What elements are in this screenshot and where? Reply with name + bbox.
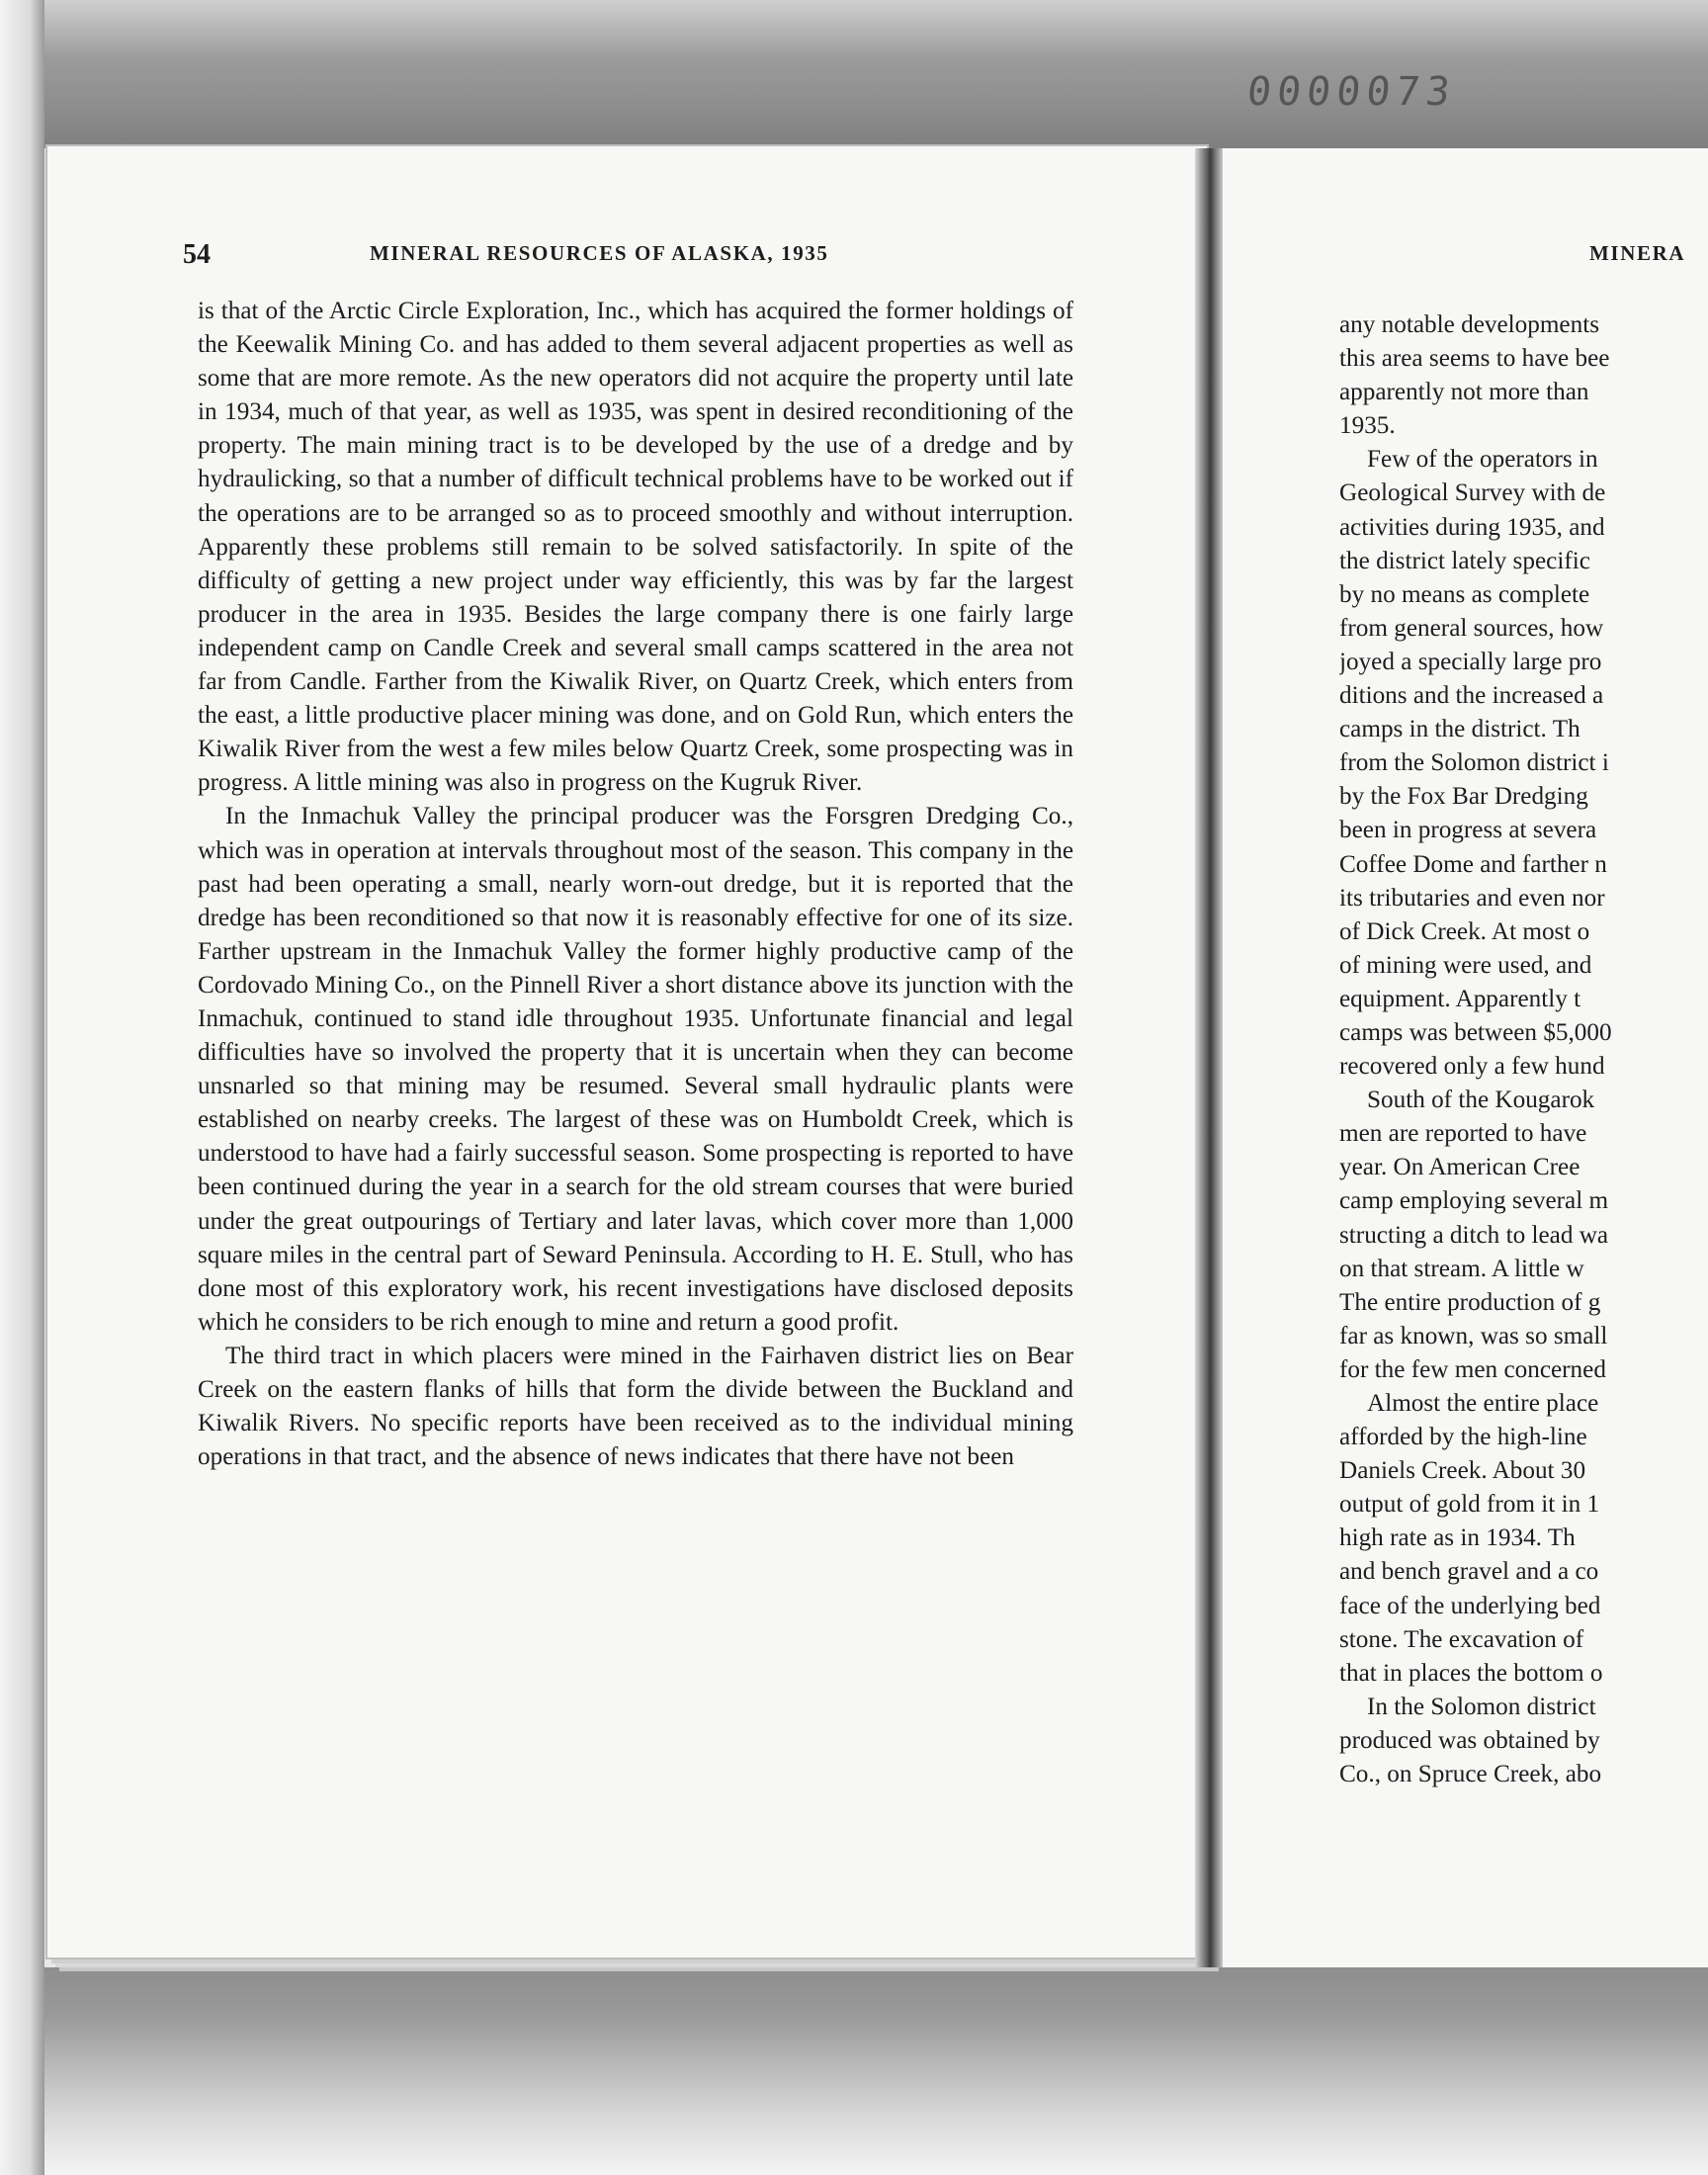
text-line: on that stream. A little w <box>1339 1255 1584 1282</box>
left-page-body <box>198 295 1073 1474</box>
book-gutter <box>1195 148 1223 1967</box>
text-line: from the Solomon district i <box>1339 749 1609 777</box>
text-line: activities during 1935, and <box>1339 513 1605 541</box>
text-line: ditions and the increased a <box>1339 682 1604 710</box>
text-line: any notable developments <box>1339 311 1599 338</box>
text-line: In the Solomon district <box>1367 1693 1596 1720</box>
right-page-body <box>1339 308 1708 1791</box>
text-line: output of gold from it in 1 <box>1339 1491 1600 1519</box>
text-line: the district lately specific <box>1339 547 1590 574</box>
text-line: Co., on Spruce Creek, abo <box>1339 1761 1602 1788</box>
text-line: been in progress at severa <box>1339 817 1597 844</box>
text-line: 1935. <box>1339 412 1396 440</box>
text-line: its tributaries and even nor <box>1339 884 1605 912</box>
text-line: apparently not more than <box>1339 379 1589 406</box>
text-line: year. On American Cree <box>1339 1154 1580 1181</box>
text-line: South of the Kougarok <box>1367 1087 1595 1114</box>
running-head-left: MINERAL RESOURCES OF ALASKA, 1935 <box>370 241 829 265</box>
text-line: afforded by the high-line <box>1339 1424 1587 1451</box>
text-line: of mining were used, and <box>1339 951 1592 979</box>
text-line: far as known, was so small <box>1339 1322 1608 1349</box>
text-line: The entire production of g <box>1339 1288 1601 1316</box>
paragraph: The third tract in which placers were mined in the Fairhaven district lies on Bear Creek on the eastern flanks of hills that form the divide between the Buckland and Kiwalik Rivers. No specific reports have been received as to the individual mining operations in that tract, and the absence of news indicates that there have not been <box>198 1342 1073 1471</box>
paragraph: In the Inmachuk Valley the principal producer was the Forsgren Dredging Co., which was in operation at intervals throughout most of the season. This company in the past had been operating a small, nearly worn-out dredge, but it is reported that the dredge has been reconditioned so that now it is reasonably effective for one of its size. Farther upstream in the Inmachuk Valley the former highly productive camp of the Cordovado Mining Co., on the Pinnell River a short distance above its junction with the Inmachuk, continued to stand idle throughout 1935. Unfortunate financial and legal difficulties have so involved the property that it is uncertain when they can become unsnarled so that mining may be resumed. Several small hydraulic plants were established on nearby creeks. The largest of these was on Humboldt Creek, which is understood to have had a fairly successful season. Some prospecting is reported to have been continued during the year in a search for the old stream courses that were buried under the great outpourings of Tertiary and later lavas, which cover more than 1,000 square miles in the central part of Seward Peninsula. According to H. E. Stull, who has done most of this exploratory work, his recent investigations have disclosed deposits which he considers to be rich enough to mine and return a good profit. <box>198 803 1073 1336</box>
text-line: camps was between $5,000 <box>1339 1018 1612 1046</box>
text-line: of Dick Creek. At most o <box>1339 917 1590 945</box>
text-line: Daniels Creek. About 30 <box>1339 1457 1586 1485</box>
running-head-right: MINERA <box>1589 241 1686 265</box>
paragraph: is that of the Arctic Circle Exploration, Inc., which has acquired the former holdings of the Keewalik Mining Co. and has added to them several adjacent properties as well as some that are more remote. As the new operators did not acquire the property until late in 1934, much of that year, as well as 1935, was spent in desired reconditioning of the property. The main mining tract is to be developed by the use of a dredge and by hydraulicking, so that a number of difficult technical problems have to be worked out if the operations are to be arranged so as to proceed smoothly and without interruption. Apparently these problems still remain to be solved satisfactorily. In spite of the difficulty of getting a new project under way efficiently, this was by far the largest producer in the area in 1935. Besides the large company there is one fairly large independent camp on Candle Creek and several small camps scattered in the area not far from Candle. Farther from the Kiwalik River, on Quartz Creek, which enters from the east, a little productive placer mining was done, and on Gold Run, which enters the Kiwalik River from the west a few miles below Quartz Creek, some prospecting was in progress. A little mining was also in progress on the Kugruk River. <box>198 298 1073 797</box>
text-line: Few of the operators in <box>1367 446 1598 474</box>
text-line: equipment. Apparently t <box>1339 985 1581 1012</box>
text-line: produced was obtained by <box>1339 1726 1600 1754</box>
page-number: 54 <box>183 239 211 270</box>
text-line: camps in the district. Th <box>1339 716 1580 743</box>
text-line: and bench gravel and a co <box>1339 1558 1599 1586</box>
text-line: Coffee Dome and farther n <box>1339 850 1607 878</box>
text-line: men are reported to have <box>1339 1120 1587 1148</box>
text-line: by the Fox Bar Dredging <box>1339 783 1588 811</box>
text-line: joyed a specially large pro <box>1339 648 1602 675</box>
text-line: face of the underlying bed <box>1339 1592 1601 1619</box>
text-line: stone. The excavation of <box>1339 1625 1584 1653</box>
text-line: from general sources, how <box>1339 614 1604 642</box>
text-line: Geological Survey with de <box>1339 479 1606 507</box>
text-line: recovered only a few hund <box>1339 1053 1605 1081</box>
text-line: that in places the bottom o <box>1339 1659 1603 1687</box>
text-line: high rate as in 1934. Th <box>1339 1524 1576 1552</box>
text-line: this area seems to have bee <box>1339 345 1610 373</box>
text-line: structing a ditch to lead wa <box>1339 1221 1609 1249</box>
text-line: Almost the entire place <box>1367 1390 1599 1417</box>
text-line: by no means as complete <box>1339 580 1590 608</box>
text-line: camp employing several m <box>1339 1187 1609 1215</box>
scan-stamp: 0000073 <box>1244 69 1458 115</box>
text-line: for the few men concerned <box>1339 1355 1606 1383</box>
